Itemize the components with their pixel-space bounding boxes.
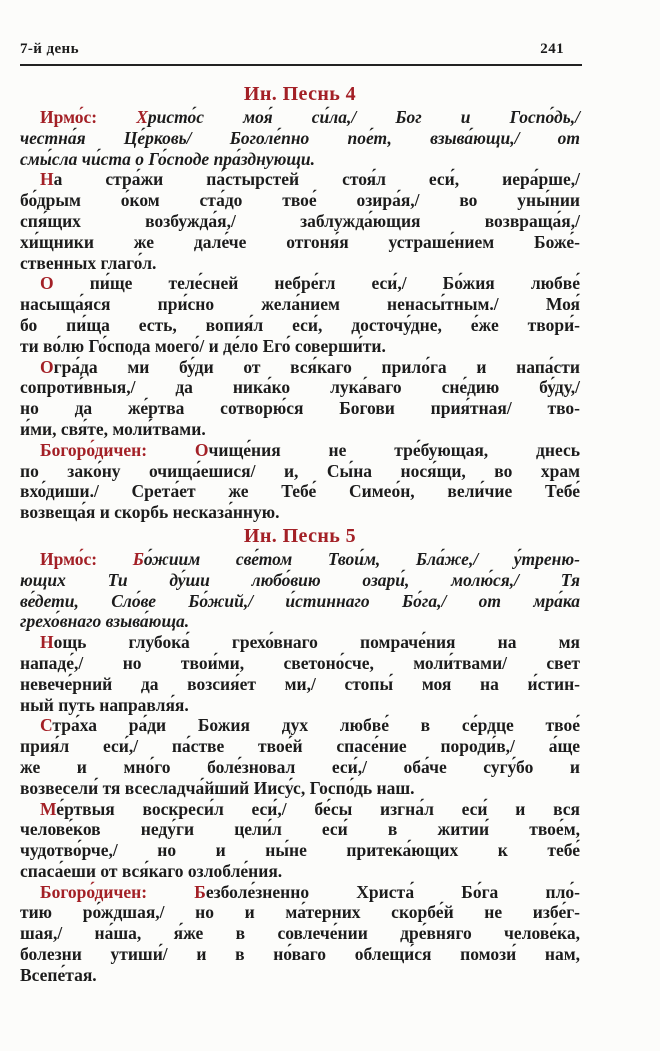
- text-run: чудотво́рче,/ но и ны́не притека́ющих к тебе́: [20, 840, 580, 861]
- text-line: [20, 502, 580, 523]
- rubric-label: Ирмо́с:: [40, 107, 137, 127]
- text-line: [20, 461, 580, 482]
- text-line: [20, 736, 580, 757]
- text-line: [20, 232, 580, 253]
- text-line: [20, 273, 580, 294]
- text-line: [20, 211, 580, 232]
- text-line: [20, 149, 580, 170]
- paragraph: [20, 169, 580, 273]
- text-line: [20, 778, 580, 799]
- text-line: [20, 715, 580, 736]
- initial-letter: О: [194, 439, 209, 460]
- paragraph: [20, 440, 580, 523]
- initial-letter: С: [40, 715, 53, 736]
- song-heading: Ин. Песнь 5: [243, 524, 357, 547]
- text-run: езболе́зненно Христа́ Бо́га пло́-: [205, 881, 580, 902]
- initial-letter: М: [40, 798, 57, 819]
- page-number: 241: [540, 41, 564, 57]
- initial-letter: Б: [194, 881, 206, 902]
- text-line: [20, 611, 580, 632]
- text-run: бо пи́ща есть, вопия́л еси́, досточу́дне, е́же твори́-: [20, 314, 580, 335]
- text-line: [20, 757, 580, 778]
- text-line: [20, 819, 580, 840]
- rubric-label: Богоро́дичен:: [40, 881, 195, 902]
- text-body: [20, 82, 580, 986]
- text-line: [20, 128, 580, 149]
- initial-letter: Н: [40, 632, 54, 653]
- text-run: болезни утиши́/ и в но́ваго облещи́ся помози́ нам,: [20, 944, 580, 965]
- paragraph: [20, 549, 580, 632]
- header-rule: [20, 64, 582, 66]
- text-line: [20, 549, 580, 570]
- text-line: [20, 674, 580, 695]
- text-run: же и мно́го боле́зновал еси́,/ оба́че сугу́бо и: [20, 756, 580, 777]
- text-line: [20, 253, 580, 274]
- initial-letter: Х: [136, 107, 148, 127]
- text-run: и́ми, свя́те, моли́твами.: [20, 418, 206, 439]
- text-run: чище́ния не тре́бующая, днесь: [208, 439, 580, 460]
- text-line: [20, 398, 580, 419]
- text-line: [20, 591, 580, 612]
- text-run: бо́дрым о́ком ста́до твое́ озира́я,/ во уны́нии: [20, 190, 580, 211]
- text-run: спя́щих возбужда́я,/ заблужда́ющия возвраща́я,/: [20, 210, 580, 231]
- text-run: челове́ков неду́ги цели́л еси́ в житии́ твое́м,: [20, 819, 580, 840]
- initial-letter: Б: [132, 548, 144, 569]
- text-line: [20, 357, 580, 378]
- text-line: [20, 377, 580, 398]
- text-line: [20, 336, 580, 357]
- text-line: [20, 315, 580, 336]
- initial-letter: Н: [40, 169, 54, 190]
- paragraph: [20, 882, 580, 986]
- text-run: тию ро́ждшая,/ но и ма́терних скорбе́й не избе́г-: [20, 902, 580, 923]
- text-run: честна́я Це́рковь/ Боголе́пно пое́т, взыва́ющи,/ от: [20, 127, 580, 148]
- song-heading: Ин. Песнь 4: [243, 83, 357, 105]
- paragraph: [20, 273, 580, 356]
- text-line: [20, 481, 580, 502]
- text-line: [20, 570, 580, 591]
- text-line: [20, 965, 580, 986]
- text-line: [20, 169, 580, 190]
- text-run: шая,/ на́ша, я́же в совлече́нии дре́вняго челове́ка,: [20, 923, 580, 944]
- text-line: [20, 294, 580, 315]
- paragraph: [20, 632, 580, 715]
- text-run: вхо́диши./ Срета́ет же Тебе́ Симео́н, вели́чие Тебе́: [20, 481, 580, 502]
- text-run: ственных глаго́л.: [20, 252, 157, 273]
- text-run: пи́ще теле́сней небре́гл еси́,/ Бо́жия любве́: [53, 273, 580, 294]
- text-line: [20, 695, 580, 716]
- paragraph: [20, 715, 580, 798]
- text-run: по зако́ну очища́ешися/ и, Сы́на нося́щи, во храм: [20, 460, 580, 481]
- text-line: [20, 882, 580, 903]
- text-line: [20, 107, 580, 128]
- text-run: ощь глубока́ грехо́внаго помраче́ния на мя: [53, 632, 580, 653]
- text-run: прия́л еси́,/ па́стве твое́й спасе́ние породи́в,/ а́ще: [20, 736, 580, 757]
- text-run: грехо́внаго взыва́юща.: [20, 611, 190, 632]
- text-run: о́жиим све́том Твои́м, Бла́же,/ у́треню-: [143, 548, 580, 569]
- text-run: ве́дети, Сло́ве Бо́жий,/ и́стиннаго Бо́га,/ от мра́ка: [20, 590, 580, 611]
- text-run: ти во́лю Го́спода моего́/ и де́ло Его́ соверши́ти.: [20, 335, 386, 356]
- text-line: [20, 861, 580, 882]
- text-run: е́ртвыя воскреси́л еси́,/ бе́сы изгна́л еси́ и вся: [56, 798, 580, 819]
- text-line: [20, 902, 580, 923]
- paragraph: [20, 799, 580, 882]
- text-line: [20, 840, 580, 861]
- text-run: ющих Ти ду́ши любо́вию озари́, молю́ся,/ Тя: [20, 569, 580, 590]
- text-run: возвесели́ тя всесладча́йший Иису́с, Госпо́дь наш.: [20, 777, 415, 798]
- text-run: смы́сла чи́ста о Го́споде пра́зднующи.: [20, 148, 316, 169]
- text-line: [20, 923, 580, 944]
- text-run: насыща́яся при́сно жела́нием ненасы́тным./ Моя́: [20, 294, 580, 315]
- text-run: возвеща́я и скорбь несказа́нную.: [20, 502, 280, 523]
- text-line: [20, 419, 580, 440]
- text-run: сопроти́вныя,/ да ника́ко лука́ваго сне́дию бу́ду,/: [20, 377, 580, 398]
- text-line: [20, 799, 580, 820]
- text-line: [20, 632, 580, 653]
- text-run: Всепе́тая.: [20, 964, 97, 985]
- rubric-label: Богоро́дичен:: [40, 439, 195, 460]
- text-run: ристо́с моя́ си́ла,/ Бог и Госпо́дь,/: [147, 107, 580, 127]
- text-run: ный путь направля́я.: [20, 694, 189, 715]
- rubric-label: Ирмо́с:: [40, 548, 133, 569]
- text-run: хи́щники же дале́че отгоня́я устраше́нием Боже́-: [20, 231, 580, 252]
- text-line: [20, 653, 580, 674]
- text-run: а стра́жи па́стырстей стоя́л еси́, иера́рше,/: [53, 169, 580, 190]
- text-run: но да же́ртва сотворю́ся Богови прия́тная/ тво-: [20, 398, 580, 419]
- text-run: нападе́,/ но твои́ми, светоно́сче, моли́твами/ свет: [20, 652, 580, 673]
- text-run: тра́ха ра́ди Божия дух любве́ в се́рдце твое́: [52, 715, 580, 736]
- page-header: [20, 40, 580, 58]
- text-line: [20, 944, 580, 965]
- text-run: спаса́еши от вся́каго озлобле́ния.: [20, 860, 283, 881]
- text-line: [20, 190, 580, 211]
- text-run: гра́да ми бу́ди от вся́каго прило́га и напа́сти: [53, 356, 580, 377]
- initial-letter: О: [40, 356, 54, 377]
- text-line: [20, 440, 580, 461]
- text-run: невече́рний да возсия́ет ми,/ стопы́ моя на и́стин-: [20, 673, 580, 694]
- paragraph: [20, 107, 580, 169]
- initial-letter: О: [40, 273, 54, 294]
- paragraph: [20, 357, 580, 440]
- header-day-label: 7-й день: [20, 41, 79, 57]
